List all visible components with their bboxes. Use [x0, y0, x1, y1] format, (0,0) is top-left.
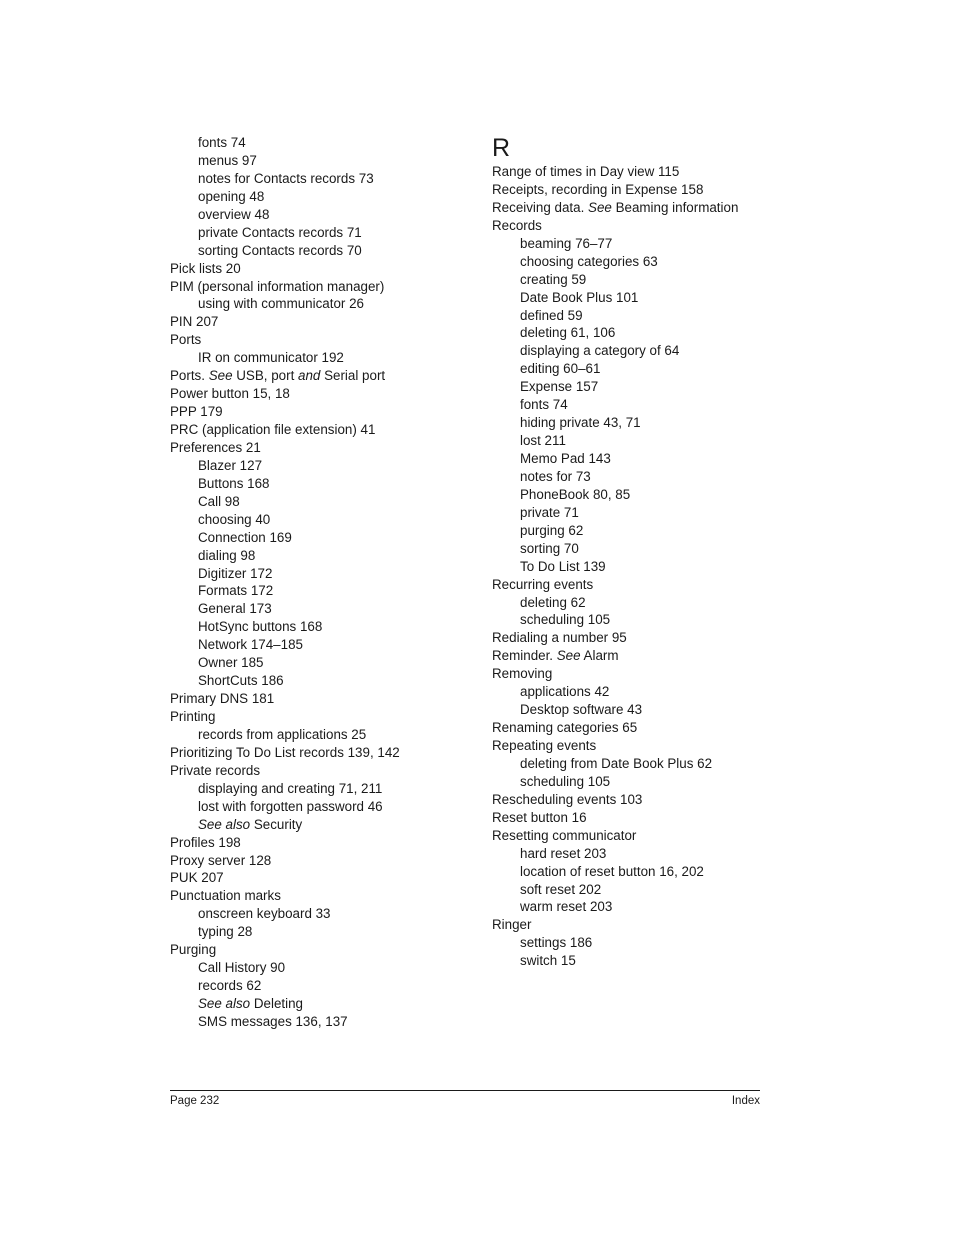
index-subentry: To Do List 139	[520, 558, 606, 574]
index-subentry: Buttons 168	[198, 475, 270, 491]
index-subentry: SMS messages 136, 137	[198, 1013, 348, 1029]
index-subentry: displaying a category of 64	[520, 343, 680, 359]
index-column-right	[492, 134, 792, 970]
index-entry: PUK 207	[170, 870, 224, 886]
index-subentry: Expense 157	[520, 379, 599, 395]
index-subentry: applications 42	[520, 684, 610, 700]
index-entry: Rescheduling events 103	[492, 791, 643, 807]
cross-reference-term: See	[208, 368, 233, 384]
index-subentry: hard reset 203	[520, 845, 607, 861]
index-subentry: Memo Pad 143	[520, 451, 611, 466]
footer-page-number: Page 232	[170, 1095, 220, 1107]
index-subentry: Call 98	[198, 493, 240, 509]
index-subentry: deleting from Date Book Plus 62	[520, 755, 713, 771]
index-subentry: Blazer 127	[198, 457, 263, 473]
index-entry: Printing	[170, 709, 216, 724]
index-subentry: opening 48	[198, 188, 265, 204]
index-entry: Receiving data. See Beaming information	[492, 199, 739, 215]
index-entry: Receipts, recording in Expense 158	[492, 181, 704, 197]
index-entry: Preferences 21	[170, 439, 261, 455]
index-subentry: Call History 90	[198, 960, 286, 976]
index-entry: PRC (application file extension) 41	[170, 422, 376, 437]
index-subentry: General 173	[198, 601, 272, 617]
index-subentry: settings 186	[520, 935, 593, 951]
index-subentry: Network 174–185	[198, 637, 303, 653]
index-subentry: private Contacts records 71	[198, 224, 362, 240]
section-letter: R	[492, 134, 511, 162]
index-subentry: menus 97	[198, 152, 257, 168]
index-subentry: IR on communicator 192	[198, 350, 344, 366]
index-subentry: fonts 74	[520, 397, 568, 413]
index-subentry: Connection 169	[198, 529, 292, 545]
index-subentry: deleting 62	[520, 594, 586, 610]
index-entry: Removing	[492, 666, 553, 682]
index-subentry: lost with forgotten password 46	[198, 798, 383, 814]
index-entry: Primary DNS 181	[170, 691, 275, 707]
index-entry: Ports	[170, 332, 202, 348]
index-entry: Power button 15, 18	[170, 386, 290, 402]
index-entry: PIM (personal information manager)	[170, 278, 385, 294]
footer-section-title: Index	[731, 1095, 760, 1107]
index-entry: PIN 207	[170, 314, 219, 330]
index-subentry: Digitizer 172	[198, 565, 273, 581]
index-entry: Proxy server 128	[170, 852, 272, 868]
index-subentry: location of reset button 16, 202	[520, 863, 704, 879]
index-subentry: PhoneBook 80, 85	[520, 486, 631, 502]
index-subentry: typing 28	[198, 924, 253, 940]
index-entry: Records	[492, 217, 542, 233]
index-entry: Reset button 16	[492, 809, 587, 825]
index-subentry: HotSync buttons 168	[198, 619, 323, 635]
index-list-right	[492, 163, 792, 970]
index-entry: Range of times in Day view 115	[492, 164, 680, 179]
index-entry: Resetting communicator	[492, 827, 637, 843]
index-subentry: records 62	[198, 978, 262, 994]
index-subentry: using with communicator 26	[198, 296, 364, 312]
index-subentry: beaming 76–77	[520, 235, 613, 251]
index-subentry: warm reset 203	[520, 899, 613, 915]
index-subentry: sorting Contacts records 70	[198, 242, 362, 258]
index-subentry: onscreen keyboard 33	[198, 906, 331, 922]
index-subentry: Desktop software 43	[520, 702, 643, 718]
index-subentry: See also Security	[198, 816, 303, 832]
index-entry: Purging	[170, 942, 217, 958]
cross-reference-term: See	[588, 199, 612, 215]
index-subentry: notes for Contacts records 73	[198, 170, 374, 186]
index-subentry: choosing categories 63	[520, 253, 658, 269]
index-entry: Prioritizing To Do List records 139, 142	[170, 744, 400, 760]
index-subentry: switch 15	[520, 953, 576, 969]
index-subentry: scheduling 105	[520, 773, 611, 789]
index-entry: Pick lists 20	[170, 260, 241, 276]
index-subentry: Date Book Plus 101	[520, 289, 639, 305]
index-subentry: displaying and creating 71, 211	[198, 780, 383, 796]
cross-reference-term: See also	[198, 996, 251, 1011]
index-subentry: records from applications 25	[198, 726, 367, 742]
index-subentry: lost 211	[520, 433, 566, 449]
index-subentry: overview 48	[198, 206, 270, 222]
index-subentry: purging 62	[520, 522, 584, 538]
cross-reference-term: See also	[198, 816, 251, 832]
index-subentry: deleting 61, 106	[520, 325, 616, 341]
index-entry: Renaming categories 65	[492, 720, 638, 736]
index-subentry: ShortCuts 186	[198, 673, 284, 689]
index-entry: Recurring events	[492, 576, 594, 592]
index-subentry: creating 59	[520, 271, 587, 287]
index-subentry: hiding private 43, 71	[520, 415, 641, 431]
index-subentry: choosing 40	[198, 511, 271, 527]
index-subentry: Owner 185	[198, 655, 264, 671]
index-subentry: scheduling 105	[520, 612, 611, 628]
index-entry: PPP 179	[170, 404, 223, 420]
index-subentry: See also Deleting	[198, 996, 303, 1011]
index-subentry: dialing 98	[198, 547, 256, 563]
index-column-left	[170, 134, 470, 1031]
index-entry: Profiles 198	[170, 834, 241, 850]
index-subentry: defined 59	[520, 307, 583, 323]
index-entry: Private records	[170, 762, 261, 778]
index-entry: Ringer	[492, 917, 532, 933]
cross-reference-term: and	[298, 368, 321, 384]
index-entry: Repeating events	[492, 738, 597, 753]
cross-reference-term: See	[556, 648, 581, 664]
index-subentry: soft reset 202	[520, 881, 602, 897]
footer-divider	[170, 1090, 760, 1091]
index-entry: Redialing a number 95	[492, 630, 627, 646]
index-entry: Reminder. See Alarm	[492, 648, 619, 664]
index-subentry: editing 60–61	[520, 361, 601, 377]
index-entry: Punctuation marks	[170, 888, 281, 904]
index-entry: Ports. See USB, port and Serial port	[170, 368, 386, 384]
index-subentry: sorting 70	[520, 540, 579, 556]
index-subentry: private 71	[520, 504, 579, 520]
index-subentry: fonts 74	[198, 135, 246, 150]
index-subentry: Formats 172	[198, 583, 274, 599]
index-subentry: notes for 73	[520, 468, 591, 484]
